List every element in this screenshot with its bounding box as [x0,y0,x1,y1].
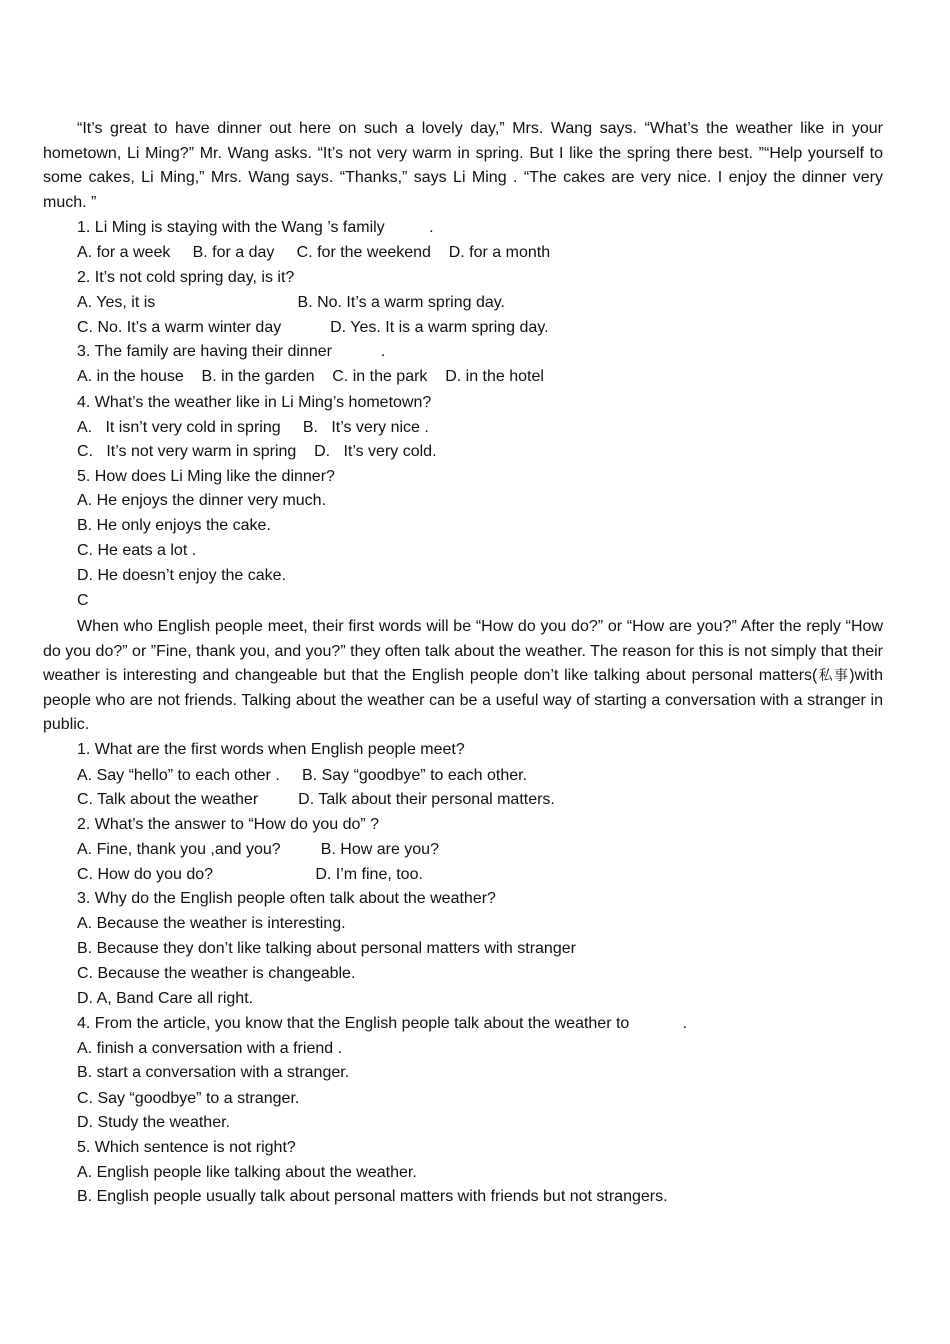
option-line: D. He doesn’t enjoy the cake. [77,567,287,584]
question-line: 3. Why do the English people often talk about the weather? [77,890,496,907]
option-line: C. No. It’s a warm winter day D. Yes. It is a warm spring day. [77,319,549,336]
question-line: 2. What’s the answer to “How do you do” ? [77,816,380,833]
option-line: A. Say “hello” to each other . B. Say “goodbye” to each other. [77,767,528,784]
option-line: A. Because the weather is interesting. [77,915,346,932]
passage-b-paragraph: “It’s great to have dinner out here on such a lovely day,” Mrs. Wang says. “What’s the weather like in your hometown, Li Ming?” Mr. Wang asks. “It’s not very warm in spring. But I like the spring there best. ”“Help yourself to some cakes, Li Ming,” Mrs. Wang says. “Thanks,” says Li Ming . “The cakes are very nice. I enjoy the dinner very much. ” [43,120,883,211]
option-line: C. How do you do? D. I’m fine, too. [77,866,423,883]
question-line: 4. What’s the weather like in Li Ming’s hometown? [77,394,432,411]
question-line: 2. It’s not cold spring day, is it? [77,269,295,286]
option-line: A. finish a conversation with a friend . [77,1040,343,1057]
option-line: A. English people like talking about the weather. [77,1164,417,1181]
option-line: B. Because they don’t like talking about personal matters with stranger [77,940,576,957]
option-line: A. in the house B. in the garden C. in the park D. in the hotel [77,368,544,385]
question-line: 4. From the article, you know that the English people talk about the weather to . [77,1015,688,1032]
option-line: C. Talk about the weather D. Talk about their personal matters. [77,791,555,808]
passage-c-paragraph [43,615,883,738]
option-line: A. Fine, thank you ,and you? B. How are you? [77,841,439,858]
option-line: C. Because the weather is changeable. [77,965,356,982]
question-line: 1. What are the first words when English people meet? [77,741,465,758]
section-label: C [77,592,89,609]
option-line: C. He eats a lot . [77,542,197,559]
question-line: 5. How does Li Ming like the dinner? [77,468,335,485]
question-line: 1. Li Ming is staying with the Wang ’s family . [77,219,434,236]
option-line: D. Study the weather. [77,1114,230,1131]
option-line: C. Say “goodbye” to a stranger. [77,1090,300,1107]
option-line: D. A, Band Care all right. [77,990,254,1007]
option-line: B. He only enjoys the cake. [77,517,271,534]
passage-c-text-part1: When who English people meet, their first words will be “How do you do?” or “How are you?” After the reply “How do you do?” or ”Fine, thank you, and you?” they often talk about the weather. The reason for this is not simply that their weather is interesting and changeable but that the English people don’t like talking about personal matters( [43,618,883,685]
passage-c-text-part2: )with people who are not friends. Talking about the weather can be a useful way of starting a conversation with a stranger in public. [43,667,883,734]
question-line: 3. The family are having their dinner . [77,343,386,360]
option-line: A. Yes, it is B. No. It’s a warm spring day. [77,294,505,311]
option-line: C. It’s not very warm in spring D. It’s very cold. [77,443,437,460]
cjk-note: 私事 [817,668,850,685]
option-line: A. It isn’t very cold in spring B. It’s very nice . [77,419,429,436]
option-line: A. for a week B. for a day C. for the weekend D. for a month [77,244,551,261]
question-line: 5. Which sentence is not right? [77,1139,296,1156]
option-line: A. He enjoys the dinner very much. [77,492,327,509]
option-line: B. start a conversation with a stranger. [77,1064,350,1081]
option-line: B. English people usually talk about personal matters with friends but not strangers. [77,1188,668,1205]
